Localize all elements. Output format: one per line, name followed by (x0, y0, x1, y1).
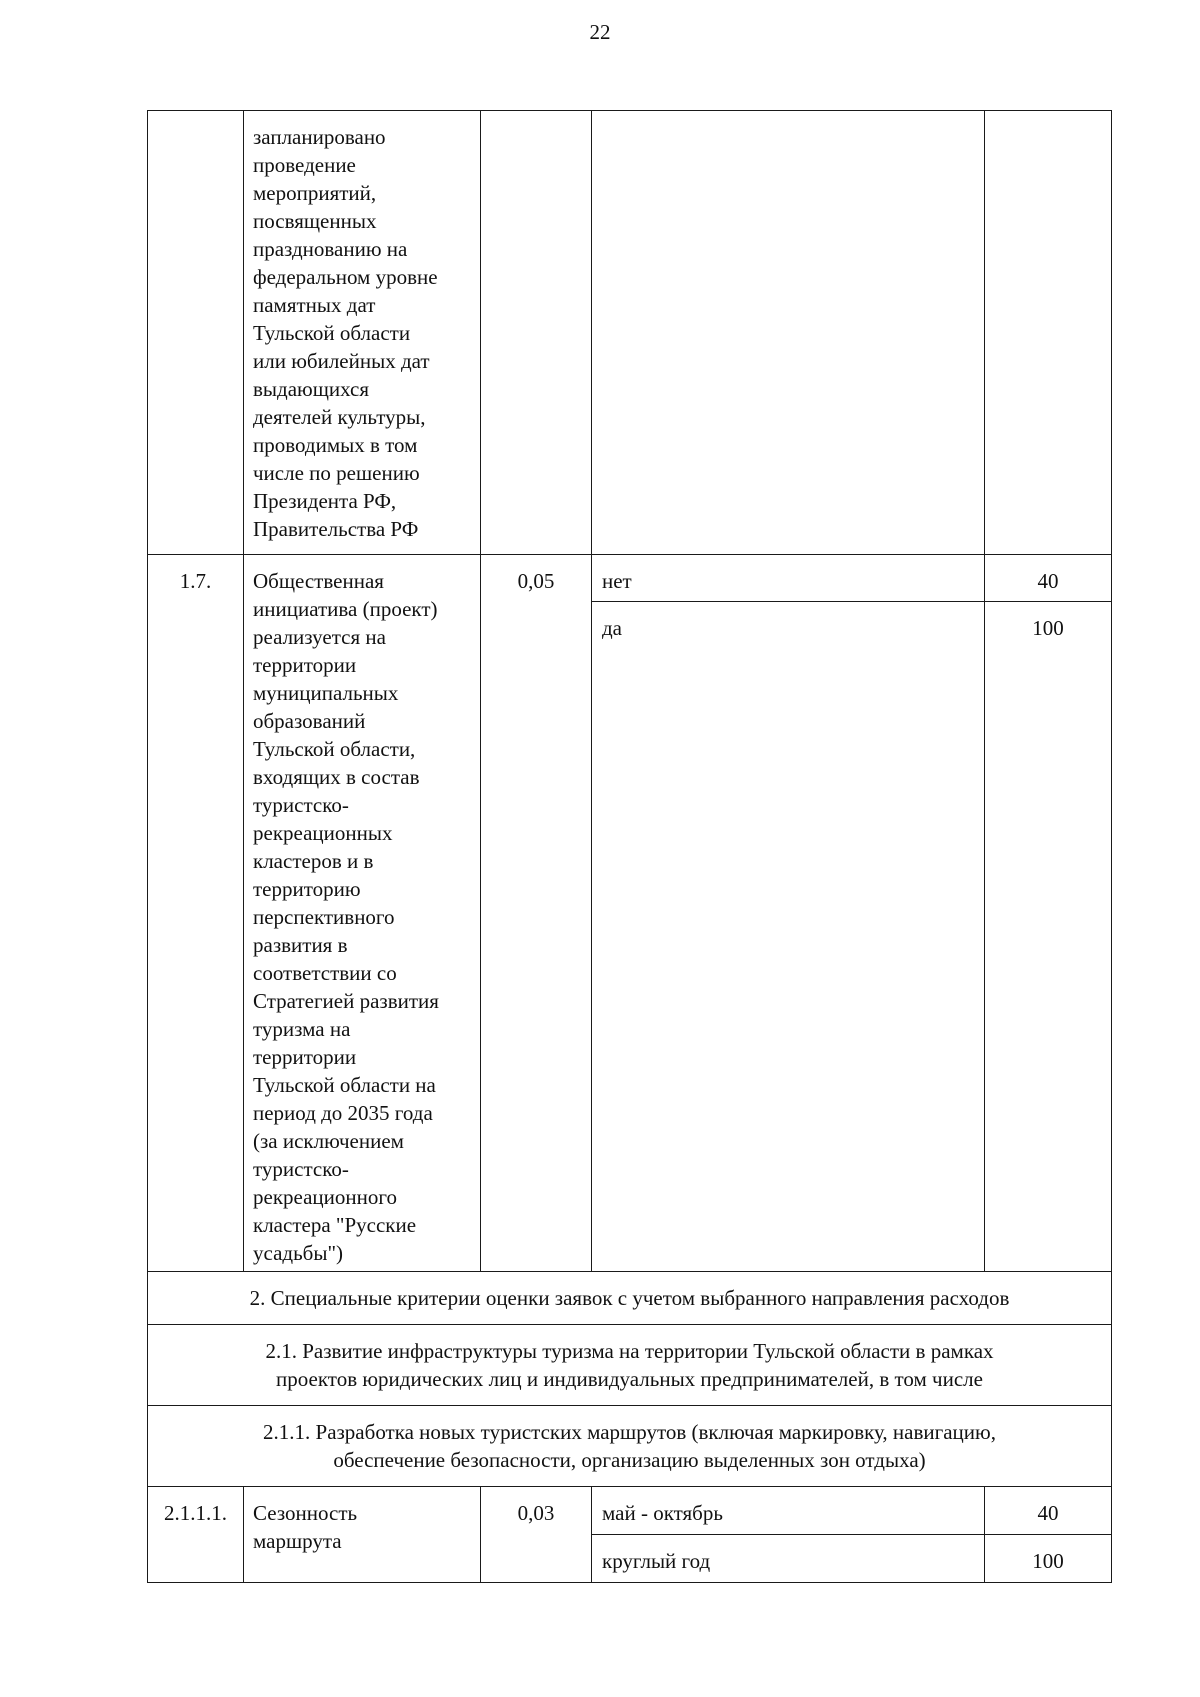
criterion-name-cell (244, 111, 481, 555)
criterion-name-line: перспективного (253, 905, 395, 929)
weight-cell: 0,05 (481, 555, 592, 1272)
criterion-name-line: федеральном уровне (253, 265, 438, 289)
subsubsection-heading-line: 2.1.1. Разработка новых туристских маршрутов (включая маркировку, навигацию, (263, 1420, 996, 1444)
section-heading: 2. Специальные критерии оценки заявок с учетом выбранного направления расходов (148, 1272, 1112, 1325)
criterion-name-cell (244, 1487, 481, 1583)
criterion-name-line: выдающихся (253, 377, 370, 401)
criterion-name-line: реализуется на (253, 625, 386, 649)
criterion-name-line: рекреационных (253, 821, 393, 845)
option-score-cell: 40 (985, 555, 1112, 602)
criterion-name-line: Сезонность (253, 1501, 358, 1525)
criterion-name-line: образований (253, 709, 366, 733)
table-row-continued (148, 111, 1112, 555)
option-label-cell: май - октябрь (592, 1487, 985, 1535)
criterion-name-line: входящих в состав (253, 765, 420, 789)
criterion-name-line: туристско- (253, 793, 349, 817)
criterion-name-line: соответствии со (253, 961, 397, 985)
option-label-cell: да (592, 602, 985, 1272)
criterion-name-line: Тульской области (253, 321, 411, 345)
option-label-cell: нет (592, 555, 985, 602)
weight-cell (481, 111, 592, 555)
criterion-name-line: Стратегией развития (253, 989, 439, 1013)
section-row-2-1 (148, 1325, 1112, 1406)
page-number: 22 (589, 20, 611, 44)
criterion-name-line: территорию (253, 877, 361, 901)
option-score-cell: 100 (985, 602, 1112, 1272)
criterion-name-line: Тульской области, (253, 737, 416, 761)
subsubsection-heading-line: обеспечение безопасности, организацию выделенных зон отдыха) (333, 1448, 926, 1472)
criterion-name-line: развития в (253, 933, 348, 957)
criterion-name-line: празднованию на (253, 237, 408, 261)
criterion-name-cell (244, 555, 481, 1272)
criterion-name-line: деятелей культуры, (253, 405, 426, 429)
section-row-2-1-1 (148, 1406, 1112, 1487)
criterion-name-line: кластера "Русские (253, 1213, 417, 1237)
subsection-heading-line: 2.1. Развитие инфраструктуры туризма на территории Тульской области в рамках (265, 1339, 994, 1363)
criterion-name-line: запланировано (253, 125, 386, 149)
criterion-name-line: (за исключением (253, 1129, 404, 1153)
subsection-heading (148, 1325, 1112, 1406)
criterion-name-line: маршрута (253, 1529, 342, 1553)
criterion-name-line: инициатива (проект) (253, 597, 438, 621)
criterion-name-line: посвященных (253, 209, 377, 233)
table-row-1-7 (148, 555, 1112, 602)
option-score-cell: 40 (985, 1487, 1112, 1535)
weight-cell: 0,03 (481, 1487, 592, 1583)
option-cell (592, 111, 985, 555)
criterion-name-line: или юбилейных дат (253, 349, 430, 373)
criterion-name-line: территории (253, 1045, 357, 1069)
row-number-cell (148, 111, 244, 555)
table-row-2-1-1-1 (148, 1487, 1112, 1535)
criterion-name-line: кластеров и в (253, 849, 374, 873)
criterion-name-line: территории (253, 653, 357, 677)
option-label-cell: круглый год (592, 1535, 985, 1583)
criterion-name-line: Президента РФ, (253, 489, 397, 513)
criterion-name-line: проведение (253, 153, 356, 177)
score-cell (985, 111, 1112, 555)
criterion-name-line: усадьбы") (253, 1241, 344, 1265)
criterion-name-line: проводимых в том (253, 433, 418, 457)
row-number-cell: 1.7. (148, 555, 244, 1272)
option-score-cell: 100 (985, 1535, 1112, 1583)
subsubsection-heading (148, 1406, 1112, 1487)
criterion-name-line: Правительства РФ (253, 517, 419, 541)
subsection-heading-line: проектов юридических лиц и индивидуальных предпринимателей, в том числе (276, 1367, 983, 1391)
criterion-name-line: числе по решению (253, 461, 420, 485)
criterion-name-line: рекреационного (253, 1185, 397, 1209)
criterion-name-line: муниципальных (253, 681, 399, 705)
row-number-cell: 2.1.1.1. (148, 1487, 244, 1583)
section-row-2 (148, 1272, 1112, 1325)
criterion-name-line: мероприятий, (253, 181, 377, 205)
criterion-name-line: туристско- (253, 1157, 349, 1181)
criterion-name-line: Тульской области на (253, 1073, 436, 1097)
criterion-name-line: период до 2035 года (253, 1101, 433, 1125)
criterion-name-line: Общественная (253, 569, 384, 593)
criteria-table (147, 110, 1112, 1583)
criterion-name-line: туризма на (253, 1017, 351, 1041)
criterion-name-line: памятных дат (253, 293, 376, 317)
